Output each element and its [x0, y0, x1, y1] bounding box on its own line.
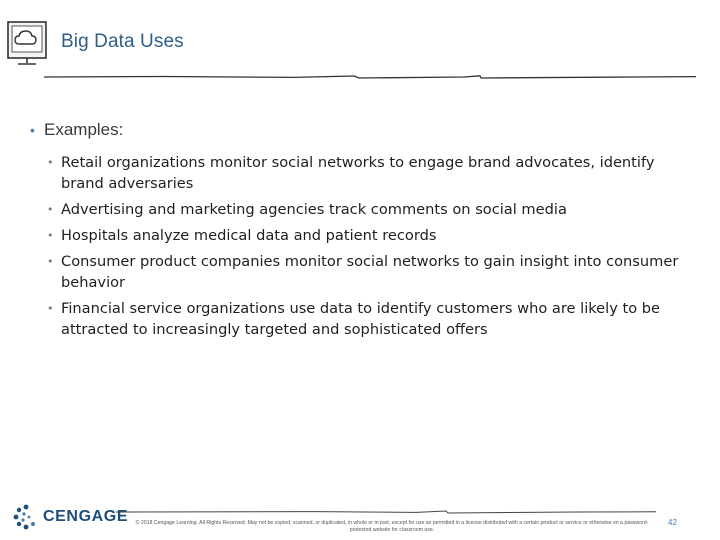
examples-list [30, 152, 700, 340]
page-number: 42 [668, 518, 677, 527]
copyright-notice: © 2018 Cengage Learning. All Rights Reserved. May not be copied, scanned, or duplicated, in whole or in part, except for use as permitted in a license distributed with a certain product or service or otherwise on a password-protected website for classroom use. [135, 520, 649, 533]
list-item: • Financial service organizations use data to identify customers who are likely to be attracted to increasingly targeted and sophisticated offers [47, 300, 661, 338]
cengage-logo-icon [12, 503, 40, 531]
footer-divider [116, 508, 656, 516]
main-bullet-text: Examples: [44, 120, 124, 139]
list-item: • Consumer product companies monitor social networks to gain insight into consumer behavior [47, 253, 679, 291]
main-bullet [30, 120, 700, 140]
list-item: • Hospitals analyze medical data and patient records [47, 227, 437, 244]
slide-title: Big Data Uses [61, 31, 184, 52]
bullet-marker: • [30, 122, 35, 138]
title-divider [44, 71, 696, 83]
list-item: • Retail organizations monitor social networks to engage brand advocates, identify brand adversaries [47, 154, 655, 192]
list-item: • Advertising and marketing agencies track comments on social media [47, 201, 567, 218]
cloud-monitor-icon [6, 20, 58, 72]
slide-content [30, 120, 700, 345]
cengage-logo [12, 503, 128, 531]
brand-name: CENGAGE [43, 508, 129, 525]
